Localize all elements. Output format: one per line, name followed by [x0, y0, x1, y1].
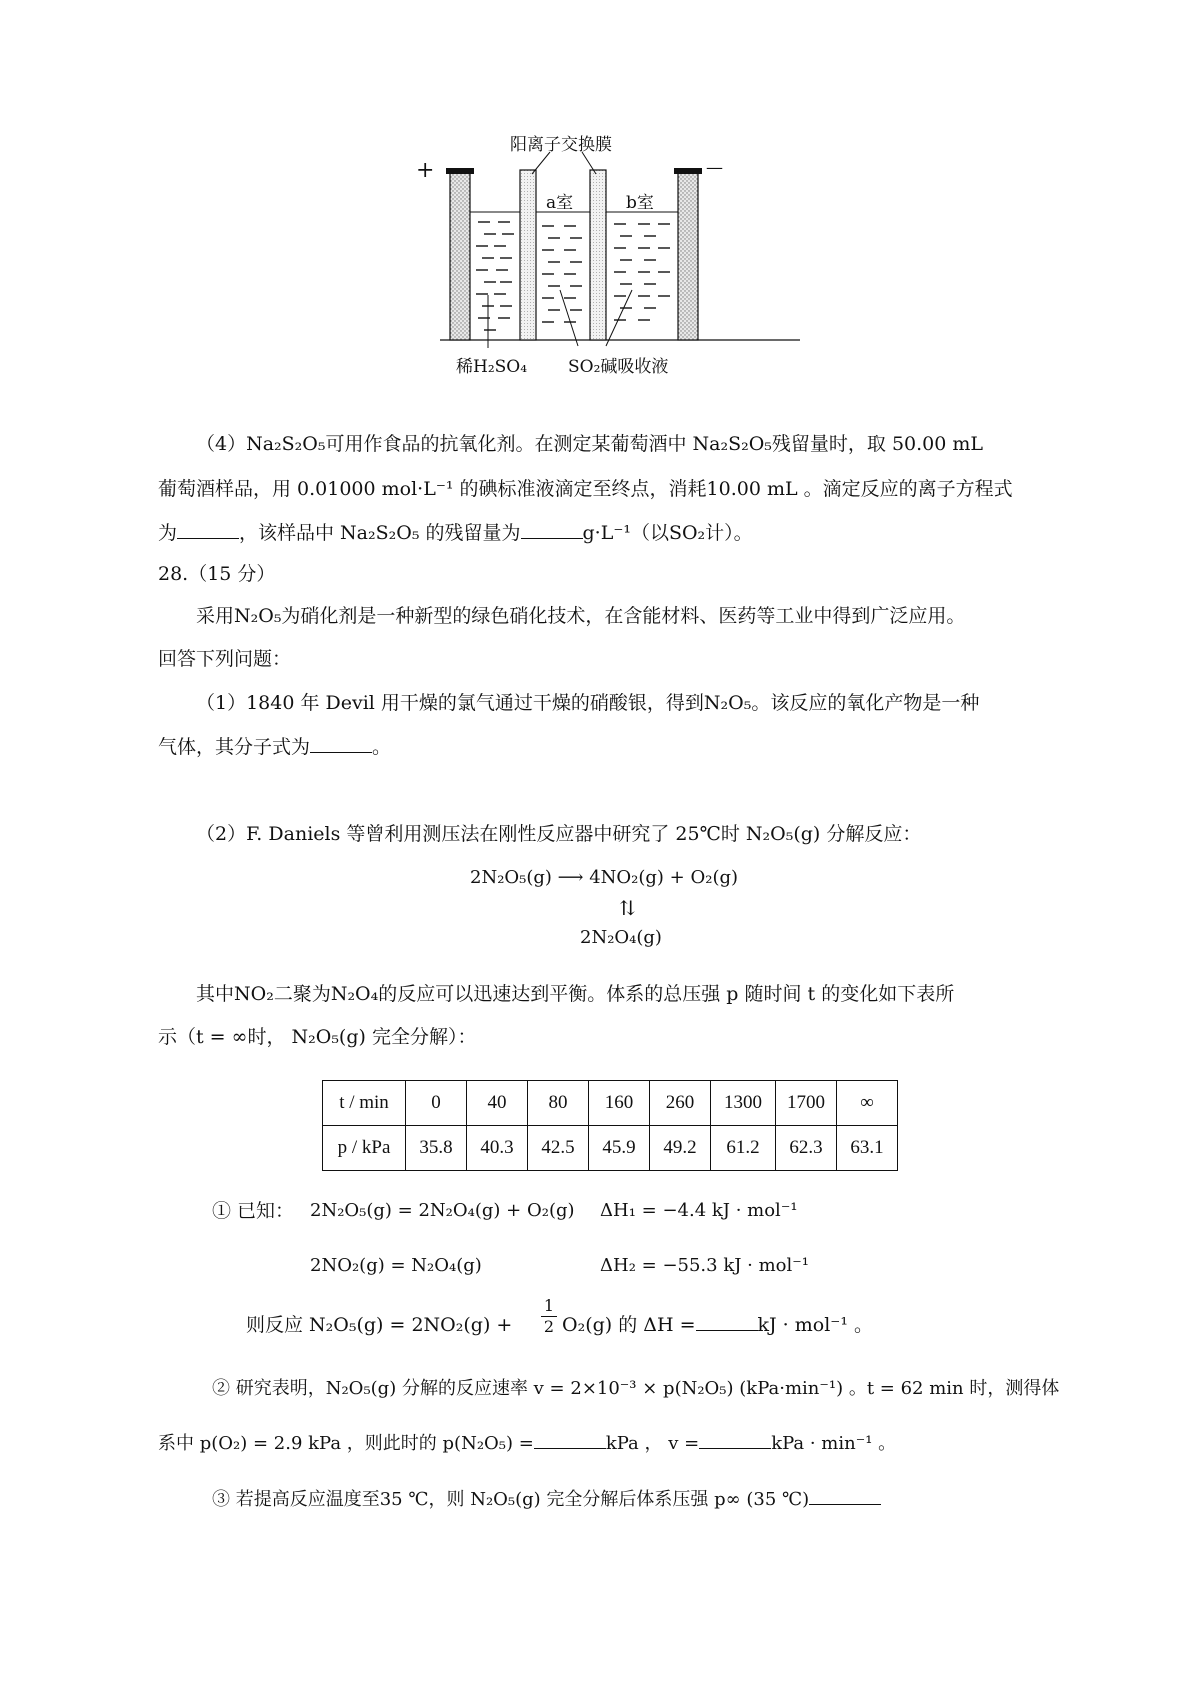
sub1-then-c: kJ · mol⁻¹ 。 [757, 1314, 873, 1336]
table-cell: 40.3 [467, 1126, 528, 1171]
dilute-acid-label: 稀H₂SO₄ [456, 357, 528, 377]
sub2-line2a: 系中 p(O₂) = 2.9 kPa ，则此时的 p(N₂O₅) = [158, 1433, 534, 1454]
fraction-one-half [541, 1296, 557, 1337]
reaction-equation-top: 2N₂O₅(g) ⟶ 4NO₂(g) + O₂(g) [470, 867, 739, 888]
sub1-eq1: 2N₂O₅(g) = 2N₂O₄(g) + O₂(g) [310, 1200, 575, 1221]
so2-absorbent-label: SO₂碱吸收液 [568, 357, 669, 377]
q28-part1-text2a: 气体，其分子式为 [158, 736, 311, 758]
table-cell: 0 [406, 1081, 467, 1126]
q27-4-text1: Na₂S₂O₅可用作食品的抗氧化剂。在测定某葡萄酒中 Na₂S₂O₅残留量时，取 50.00 mL [246, 433, 984, 455]
q27-4-line3 [158, 519, 753, 547]
q27-4-text3a: 为 [158, 522, 178, 544]
sub1-then-a: 则反应 N₂O₅(g) = 2NO₂(g) + [246, 1314, 513, 1336]
answer-blank-p-infinity[interactable] [809, 1486, 881, 1505]
chamber-b-label: b室 [626, 193, 654, 213]
table-cell: 260 [650, 1081, 711, 1126]
q28-part1-line2 [158, 733, 391, 761]
q28-part2-line1: （2）F. Daniels 等曾利用测压法在刚性反应器中研究了 25℃时 N₂O₅(g) 分解反应： [196, 823, 922, 845]
fraction-denominator: 2 [541, 1316, 557, 1337]
sub1-dh2: ΔH₂ = −55.3 kJ · mol⁻¹ [600, 1255, 809, 1276]
sub3-line1 [212, 1486, 881, 1514]
table-header-time: t / min [323, 1081, 406, 1126]
answer-blank-pn2o5[interactable] [534, 1430, 606, 1449]
membrane-label: 阳离子交换膜 [510, 135, 612, 155]
sub2-line2 [158, 1430, 896, 1458]
sub2-line2c: kPa · min⁻¹ 。 [771, 1433, 897, 1454]
chamber-a-label: a室 [546, 193, 574, 213]
q27-4-text3b: ，该样品中 Na₂S₂O₅ 的残留量为 [239, 522, 521, 544]
table-cell: 160 [589, 1081, 650, 1126]
table-cell: 1700 [776, 1081, 837, 1126]
table-row-time [323, 1081, 898, 1126]
q28-part2-line3: 示（t = ∞时， N₂O₅(g) 完全分解）： [158, 1026, 477, 1048]
sub1-then-line [246, 1311, 512, 1339]
pressure-time-table [322, 1080, 898, 1171]
q27-4-label: （4） [196, 433, 247, 455]
q28-part2-line2: 其中NO₂二聚为N₂O₄的反应可以迅速达到平衡。体系的总压强 p 随时间 t 的变化如下表所 [196, 983, 955, 1005]
table-cell: 80 [528, 1081, 589, 1126]
sub1-then-rest [562, 1311, 873, 1339]
q28-part1-line1: （1）1840 年 Devil 用干燥的氯气通过干燥的硝酸银，得到N₂O₅。该反应的氧化产物是一种 [196, 692, 980, 714]
answer-blank-formula[interactable] [310, 734, 372, 753]
electrolysis-diagram [400, 130, 800, 410]
fraction-numerator: 1 [543, 1296, 555, 1315]
reaction-equation-bottom: 2N₂O₄(g) [580, 927, 662, 948]
table-header-pressure: p / kPa [323, 1126, 406, 1171]
answer-blank-ion-equation[interactable] [177, 520, 239, 539]
table-cell: 49.2 [650, 1126, 711, 1171]
sub1-label: ① 已知： [212, 1200, 295, 1222]
sub1-dh1: ΔH₁ = −4.4 kJ · mol⁻¹ [600, 1200, 798, 1221]
table-row-pressure [323, 1126, 898, 1171]
answer-blank-residue[interactable] [521, 520, 583, 539]
q28-heading: 28.（15 分） [158, 563, 276, 585]
table-cell: 63.1 [837, 1126, 898, 1171]
answer-blank-rate[interactable] [699, 1430, 771, 1449]
table-cell: 42.5 [528, 1126, 589, 1171]
sub3-line1a: ③ 若提高反应温度至35 ℃，则 N₂O₅(g) 完全分解后体系压强 p∞ (35 ℃) [212, 1489, 810, 1510]
q28-intro1: 采用N₂O₅为硝化剂是一种新型的绿色硝化技术，在含能材料、医药等工业中得到广泛应用。 [196, 605, 966, 627]
table-cell: 61.2 [711, 1126, 776, 1171]
liquid-dashes [476, 222, 670, 330]
q28-part1-text2b: 。 [372, 736, 392, 758]
table-cell: 45.9 [589, 1126, 650, 1171]
sub2-line1: ② 研究表明，N₂O₅(g) 分解的反应速率 v = 2×10⁻³ × p(N₂O₅) (kPa·min⁻¹) 。t = 62 min 时，测得体 [212, 1378, 1060, 1399]
q28-intro2: 回答下列问题： [158, 648, 292, 670]
answer-blank-delta-h[interactable] [696, 1312, 758, 1331]
table-cell: 40 [467, 1081, 528, 1126]
table-cell: 1300 [711, 1081, 776, 1126]
sub2-line2b: kPa ， v = [605, 1433, 700, 1454]
q27-4-line2: 葡萄酒样品，用 0.01000 mol·L⁻¹ 的碘标准液滴定至终点，消耗10.00 mL 。滴定反应的离子方程式 [158, 478, 1013, 500]
q27-4-line1 [196, 430, 983, 458]
minus-terminal-label: — [706, 158, 723, 178]
sub1-eq2: 2NO₂(g) = N₂O₄(g) [310, 1255, 482, 1276]
table-cell: ∞ [837, 1081, 898, 1126]
table-cell: 62.3 [776, 1126, 837, 1171]
table-cell: 35.8 [406, 1126, 467, 1171]
plus-terminal-label: + [416, 158, 435, 183]
sub1-then-b: O₂(g) 的 ΔH = [562, 1314, 696, 1336]
equilibrium-arrow-icon: ⇅ [619, 896, 636, 920]
q27-4-text3c: g·L⁻¹（以SO₂计）。 [582, 522, 753, 544]
